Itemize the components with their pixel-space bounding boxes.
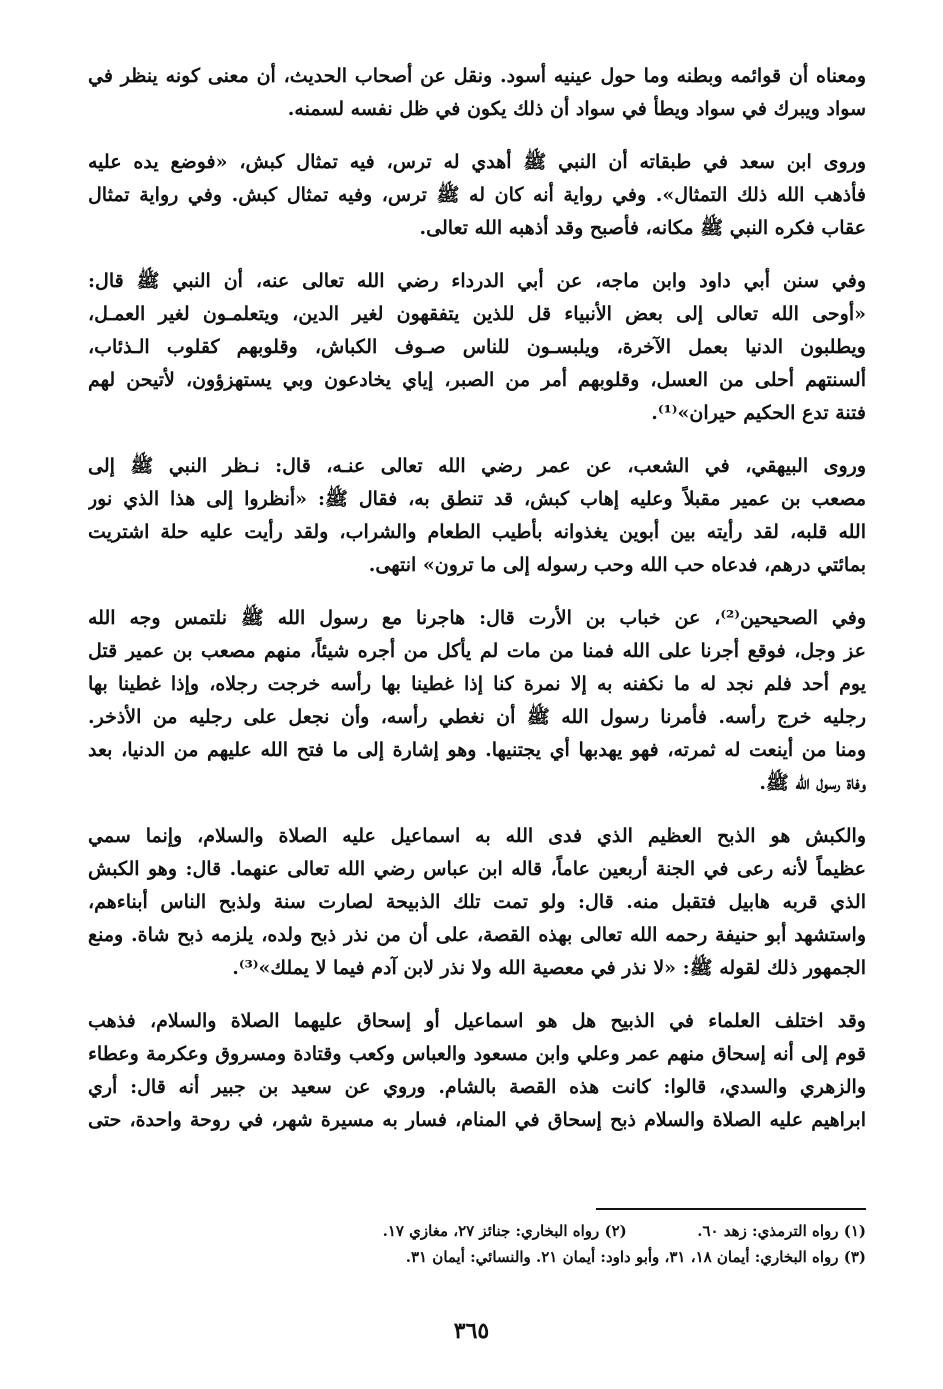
- text-line: وفي الصحيحين⁽²⁾، عن خباب بن الأرت قال: هاجرنا مع رسول الله ﷺ نلتمس وجه الله: [88, 607, 866, 629]
- text-line: قوم إلى أنه إسحاق منهم عمر وعلي وابن مسعود والعباس وكعب وقتادة ومسروق وعكرمة وعطاء: [88, 1043, 866, 1065]
- text-line: ابراهيم عليه الصلاة والسلام ذبح إسحاق في المنام، فسار به مسيرة شهر، في روحة واحدة، حتى: [88, 1109, 866, 1131]
- text-line: «أوحى الله تعالى إلى بعض الأنبياء قل للذين يتفقهون لغير الدين، ويتعلمـون لغير العمـل،: [88, 303, 866, 325]
- text-line: عظيماً لأنه رعى في الجنة أربعين عاماً، قاله ابن عباس رضي الله تعالى عنهما. قال: وهو الكبش: [88, 858, 866, 880]
- text-line: والكبش هو الذبح العظيم الذي فدى الله به اسماعيل عليه الصلاة والسلام، وإنما سمي: [88, 825, 866, 847]
- text-line: ويطلبون الدنيا بعمل الآخرة، ويلبسـون للناس صـوف الكباش، وقلوبهم كقلوب الـذئاب،: [88, 336, 866, 358]
- paragraph-7: [88, 1005, 866, 1137]
- text-line: عقاب فكره النبي ﷺ مكانه، فأصبح وقد أذهبه الله تعالى.: [419, 217, 866, 239]
- text-line: وروى البيهقي، في الشعب، عن عمر رضي الله تعالى عنـه، قال: نـظر النبي ﷺ إلى: [88, 455, 866, 477]
- text-line: مصعب بن عمير مقبلاً وعليه إهاب كبش، قد تنطق به، فقال ﷺ: «أنظروا إلى هذا الذي نور: [88, 488, 866, 510]
- paragraph-6: [88, 820, 866, 985]
- text-line: رجليه خرج رأسه. فأمرنا رسول الله ﷺ أن نغطي رأسه، وأن نجعل على رجليه من الأذخر.: [88, 706, 866, 728]
- text-line: وفي سنن أبي داود وابن ماجه، عن أبي الدرداء رضي الله تعالى عنه، أن النبي ﷺ قال:: [88, 270, 866, 292]
- text-line: وروى ابن سعد في طبقاته أن النبي ﷺ أهدي له ترس، فيه تمثال كبش، «فوضع يده عليه: [88, 151, 866, 173]
- footnote-divider: [596, 1208, 866, 1210]
- paragraph-3: [88, 265, 866, 430]
- text-line: ألسنتهم أحلى من العسل، وقلوبهم أمر من الصبر، إياي يخادعون وبي يستهزؤون، لأتيحن لهم: [88, 369, 866, 391]
- text-line: فتنة تدع الحكيم حيران»⁽¹⁾.: [651, 402, 866, 424]
- text-line: وقد اختلف العلماء في الذبيح هل هو اسماعيل أو إسحاق عليهما الصلاة والسلام، فذهب: [88, 1010, 866, 1032]
- text-line: ومنا من أينعت له ثمرته، فهو يهدبها أي يجتنيها. وهو إشارة إلى ما فتح الله عليهم من الدنيا، بعد: [88, 739, 866, 761]
- footnotes: [88, 1208, 866, 1270]
- text-line: الجمهور ذلك لقوله ﷺ: «لا نذر في معصية الله ولا نذر لابن آدم فيما لا يملك»⁽³⁾.: [232, 957, 866, 979]
- paragraph-4: [88, 450, 866, 582]
- text-line: ومعناه أن قوائمه وبطنه وما حول عينيه أسود. ونقل عن أصحاب الحديث، أن معنى كونه ينظر في: [88, 65, 866, 87]
- text-line: الله قلبه، لقد رأيته بين أبوين يغذوانه بأطيب الطعام والشراب، ولقد رأيت عليه حلة اشتريت: [88, 521, 866, 543]
- text-line: الذي قربه هابيل فتقبل منه. قال: ولو تمت تلك الذبيحة لصارت سنة ولذبح الناس أبناءهم،: [88, 891, 866, 913]
- text-line: وفاة رسول الله ﷺ.: [759, 772, 866, 794]
- text-line: فأذهب الله ذلك التمثال». وفي رواية أنه كان له ﷺ ترس، وفيه تمثال كبش. وفي رواية تمثال: [88, 184, 866, 206]
- footnote-1: (١) رواه الترمذي: زهد ٦٠.: [697, 1222, 866, 1240]
- page-number: ٣٦٥: [453, 1318, 490, 1344]
- text-line: والزهري والسدي، قالوا: كانت هذه القصة بالشام. وروي عن سعيد بن جبير أنه قال: أري: [88, 1076, 866, 1098]
- text-line: واستشهد أبو حنيفة رحمه الله تعالى بهذه القصة، على أن من نذر ذبح ولده، يلزمه ذبح شاة. ومنع: [88, 924, 866, 946]
- text-line: سواد ويبرك في سواد ويطأ في سواد أن ذلك يكون في ظل نفسه لسمنه.: [287, 98, 866, 120]
- page-body: [88, 60, 866, 1157]
- paragraph-5: [88, 602, 866, 800]
- paragraph-2: [88, 146, 866, 245]
- text-line: بمائتي درهم، فدعاه حب الله وحب رسوله إلى ما ترون» انتهى.: [368, 554, 866, 576]
- text-line: عز وجل، فوقع أجرنا على الله فمنا من مات لم يأكل من أجره شيئاً، منهم مصعب بن عمير قتل: [88, 640, 866, 662]
- text-line: يوم أحد فلم نجد له ما نكفنه به إلا نمرة كنا إذا غطينا بها رأسه خرجت رجلاه، وإذا غطينا بها: [88, 673, 866, 695]
- footnote-line-1: [88, 1218, 866, 1244]
- footnote-2: (٢) رواه البخاري: جنائز ٢٧، مغازي ١٧.: [382, 1222, 627, 1240]
- paragraph-1: [88, 60, 866, 126]
- footnote-3: (٣) رواه البخاري: أيمان ١٨، ٣١، وأبو داود: أيمان ٢١. والنسائي: أيمان ٣١.: [405, 1248, 866, 1266]
